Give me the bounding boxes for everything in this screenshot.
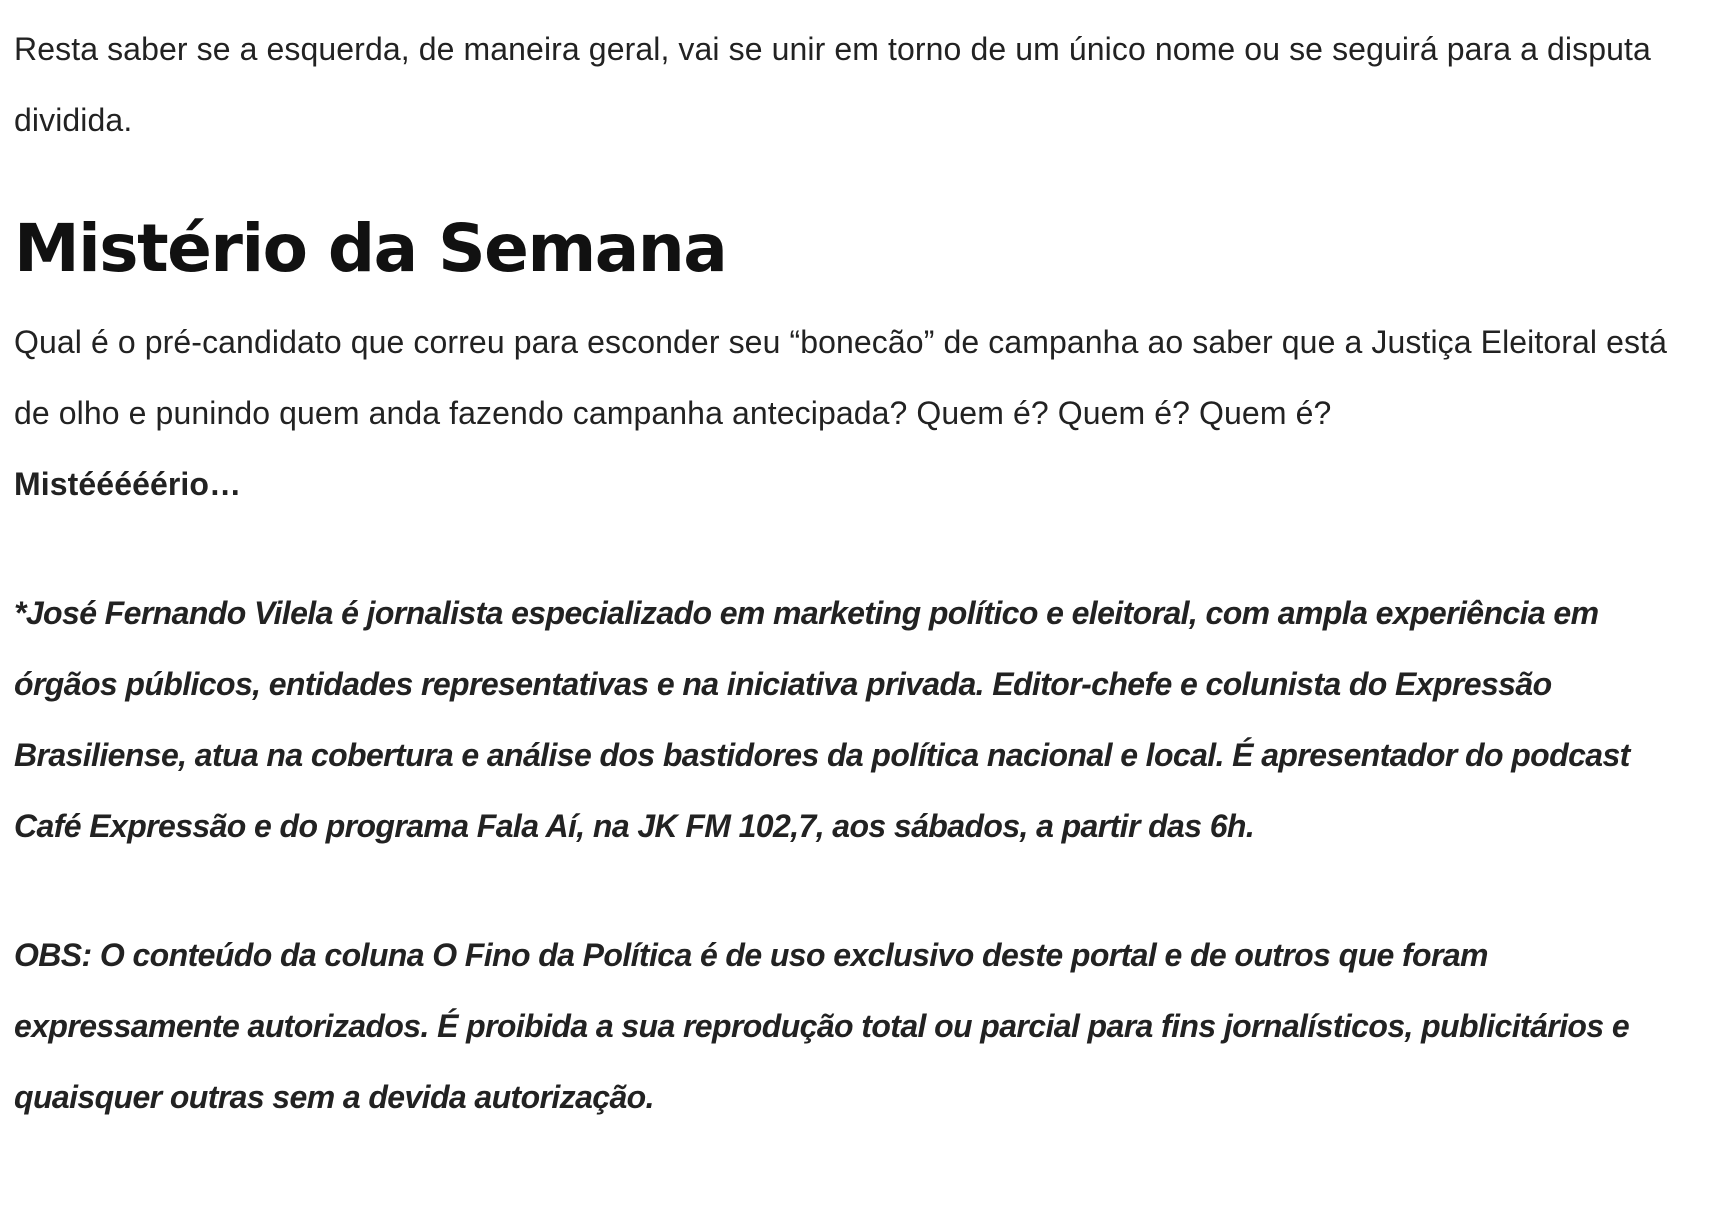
intro-paragraph: Resta saber se a esquerda, de maneira geral, vai se unir em torno de um único nome ou se seguirá para a disputa dividida. <box>14 31 1651 138</box>
article-body <box>14 14 1704 1133</box>
mystery-paragraph <box>14 307 1704 520</box>
copyright-disclaimer: OBS: O conteúdo da coluna O Fino da Política é de uso exclusivo deste portal e de outros que foram expressamente autorizados. É proibida a sua reprodução total ou parcial para fins jornalísticos, publicitários e quaisquer outras sem a devida autorização. <box>14 937 1630 1115</box>
mystery-text: Qual é o pré-candidato que correu para esconder seu “bonecão” de campanha ao saber que a Justiça Eleitoral está de olho e punindo quem anda fazendo campanha antecipada? Quem é? Quem é? Quem é? <box>14 324 1668 431</box>
paragraph-spacer <box>14 520 1704 578</box>
section-heading: Mistério da Semana <box>14 210 727 287</box>
author-bio: *José Fernando Vilela é jornalista especializado em marketing político e eleitoral, com ampla experiência em órgãos públicos, entidades representativas e na iniciativa privada. Editor-chefe e colunista do Expressão Brasiliense, atua na cobertura e análise dos bastidores da política nacional e local. É apresentador do podcast Café Expressão e do programa Fala Aí, na JK FM 102,7, aos sábados, a partir das 6h. <box>14 595 1630 844</box>
mystery-tag: Mistééééério… <box>14 466 242 502</box>
